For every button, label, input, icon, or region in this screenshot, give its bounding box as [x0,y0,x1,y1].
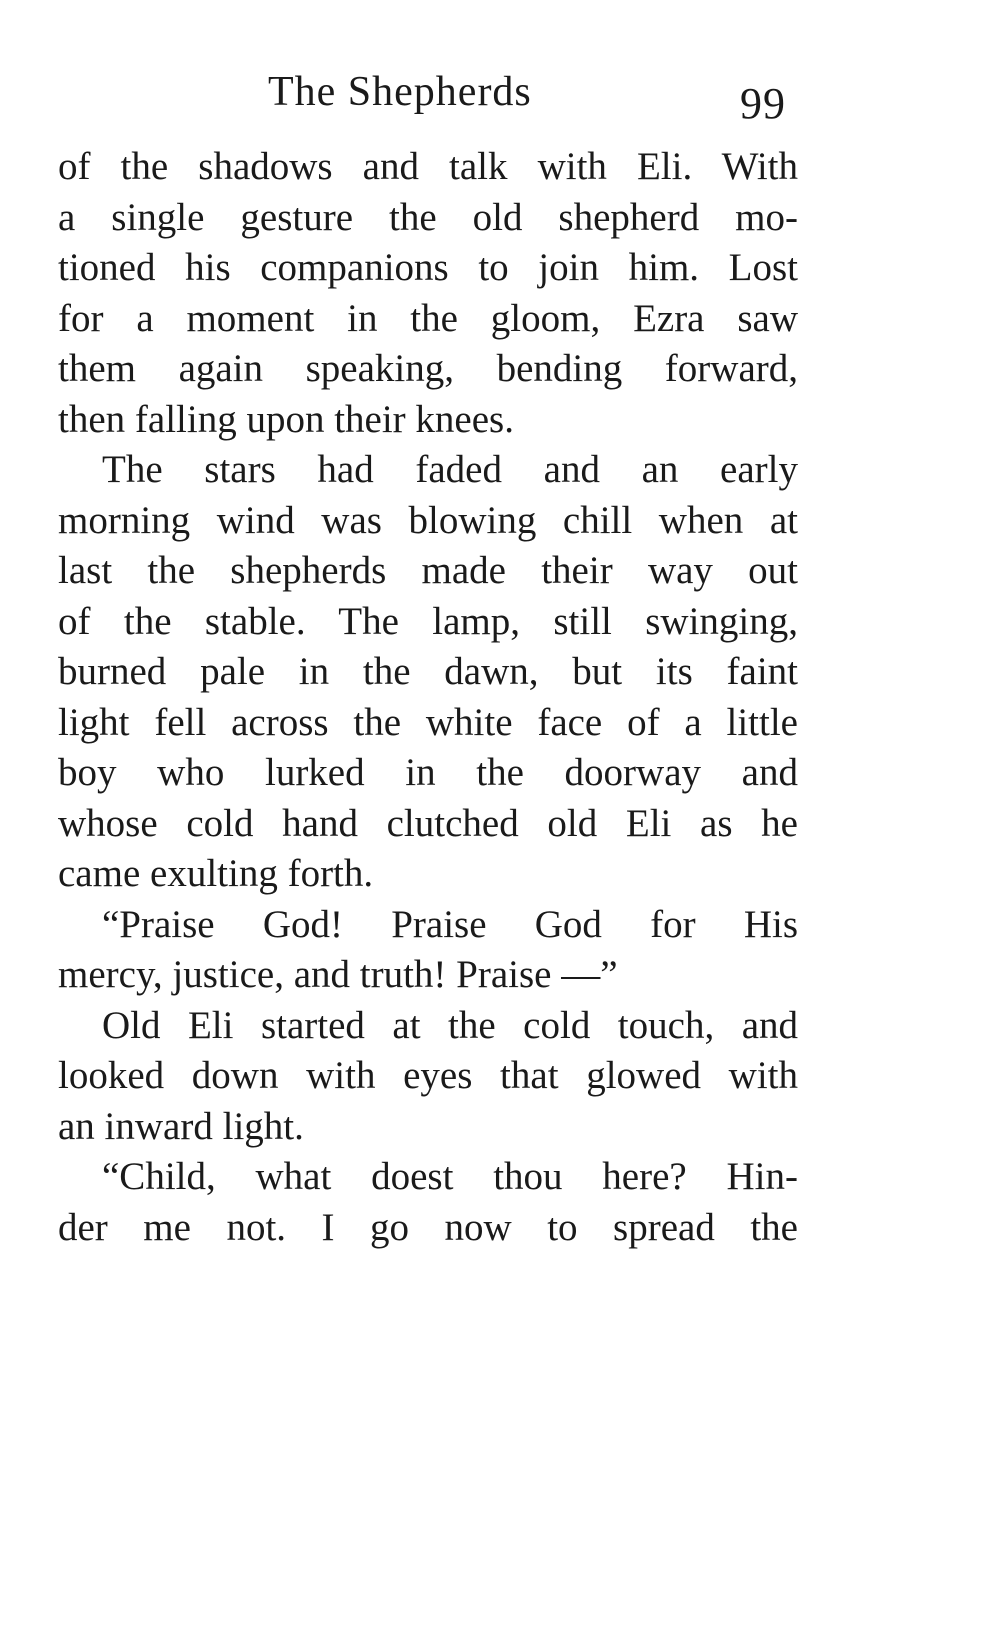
text-line: der me not. I go now to spread the [58,1205,798,1249]
body-text [58,142,798,1253]
text-line: whose cold hand clutched old Eli as he [58,801,798,845]
text-line: of the stable. The lamp, still swinging, [58,599,798,643]
text-line: an inward light. [58,1104,304,1148]
text-line: for a moment in the gloom, Ezra saw [58,296,798,340]
running-title: The Shepherds [268,69,532,115]
text-line: Old Eli started at the cold touch, and [102,1003,798,1047]
text-line: boy who lurked in the doorway and [58,751,798,794]
text-line: looked down with eyes that glowed with [58,1054,798,1097]
text-line: “Praise God! Praise God for His [102,902,798,946]
text-line: light fell across the white face of a little [58,700,798,744]
text-line: burned pale in the dawn, but its faint [58,650,798,693]
text-line: of the shadows and talk with Eli. With [58,145,798,188]
text-line: then falling upon their knees. [58,397,514,441]
running-head [0,64,1000,128]
page-number: 99 [740,79,786,128]
text-line: The stars had faded and an early [102,448,798,491]
text-line: “Child, what doest thou here? Hin- [102,1155,798,1198]
text-line: last the shepherds made their way out [58,549,798,592]
text-line: came exulting forth. [58,852,374,895]
text-line: tioned his companions to join him. Lost [58,246,798,289]
text-line: morning wind was blowing chill when at [58,498,798,542]
text-line: them again speaking, bending forward, [58,347,798,390]
text-line: a single gesture the old shepherd mo- [58,195,798,239]
text-line: mercy, justice, and truth! Praise —” [58,953,618,996]
